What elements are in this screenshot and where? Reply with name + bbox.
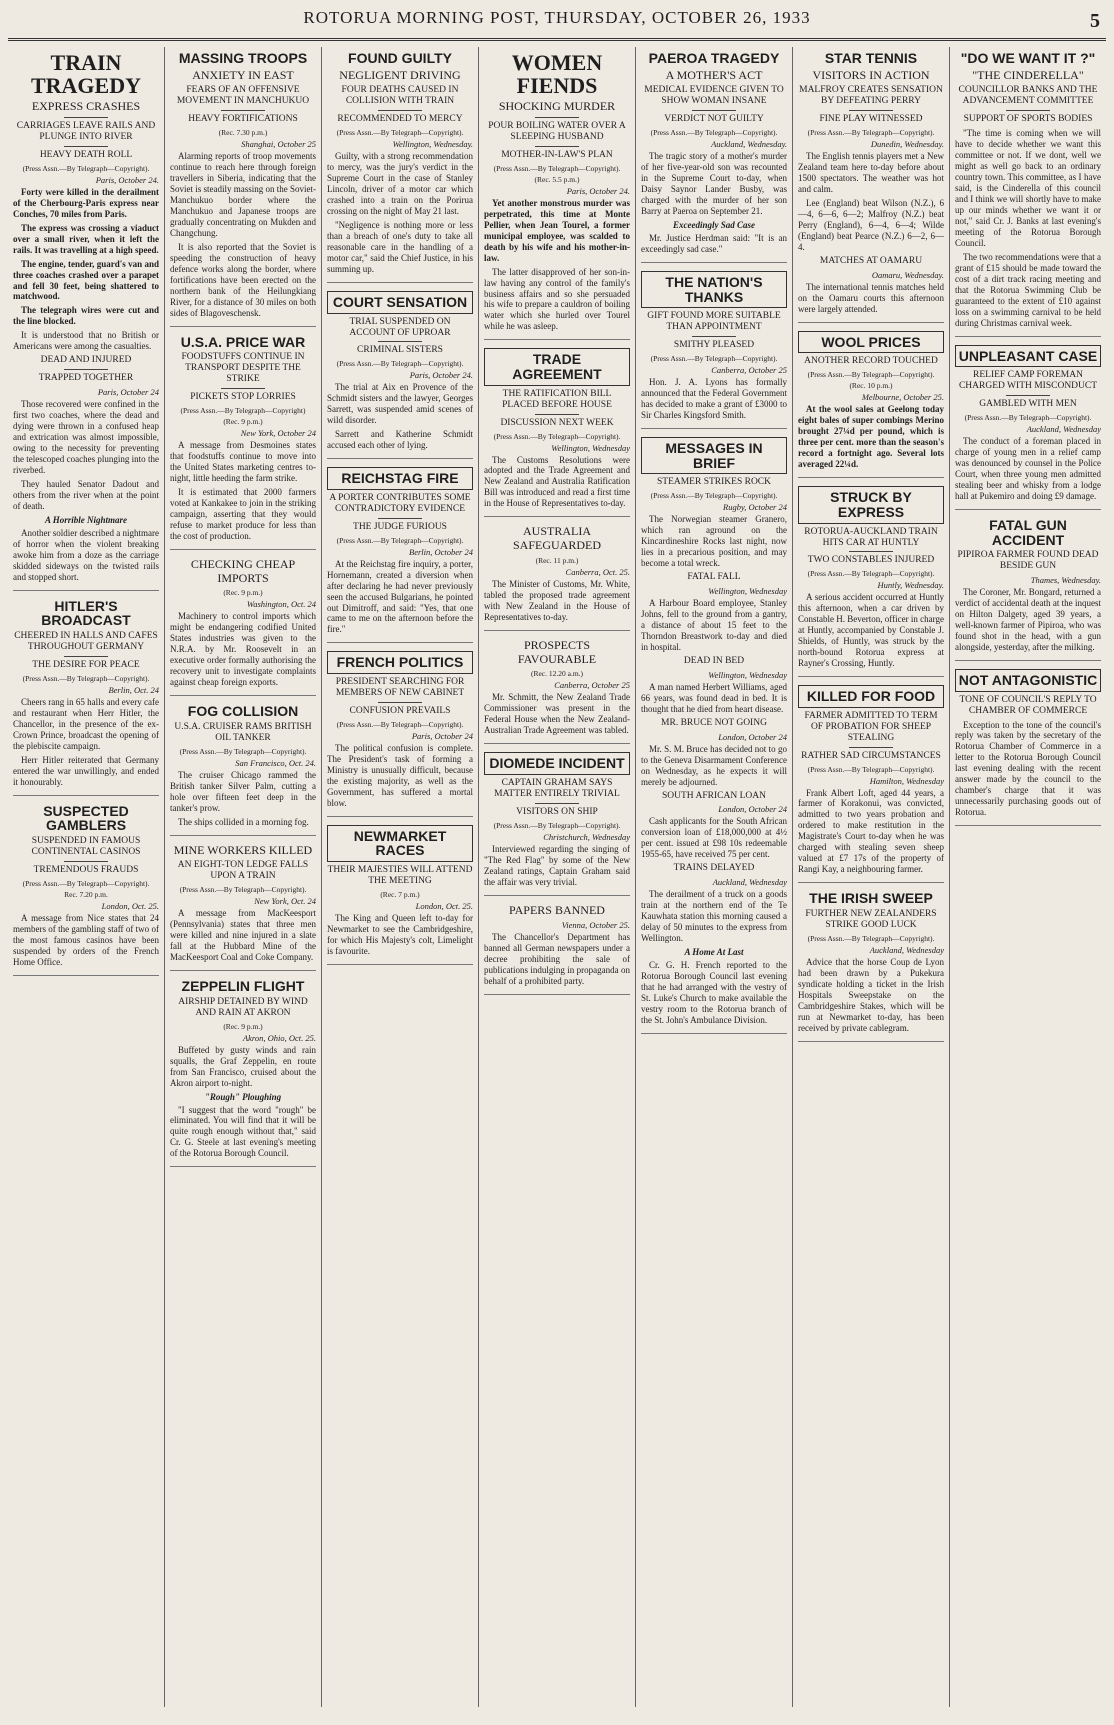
deck: TONE OF COUNCIL'S REPLY TO CHAMBER OF COMMERCE <box>959 694 1097 716</box>
credit: (Press Assn.—By Telegraph—Copyright). <box>807 764 935 774</box>
dateline: Auckland, Wednesday <box>712 877 787 888</box>
received-time: (Rec. 5.5 p.m.) <box>534 174 580 184</box>
credit: (Press Assn.—By Telegraph—Copyright). <box>807 370 935 380</box>
headline: WOMEN FIENDS <box>511 50 603 99</box>
paragraph: The telegraph wires were cut and the line blocked. <box>13 305 159 327</box>
deck: A PORTER CONTRIBUTES SOME CONTRADICTORY EVIDENCE <box>329 492 471 514</box>
paragraph: A Harbour Board employee, Stanley Johns, fell to the ground from a gantry, a distance of about 15 feet to the Thorndon Breastwork to-day and died in hospital. <box>641 598 787 652</box>
deck: SHOCKING MURDER <box>498 99 616 114</box>
paragraph: The Norwegian steamer Granero, which ran aground on the Kincardineshire Rocks last night, now lies in a precarious position, and may become a total wreck. <box>641 514 787 569</box>
deck: PRESIDENT SEARCHING FOR MEMBERS OF NEW CABINET <box>335 677 465 699</box>
paragraph: "I suggest that the word "rough" be eliminated. You will find that it will be quite rough enough without that," said Cr. G. Steele at last evening's meeting of the Rotorua Borough Council. <box>170 1104 316 1159</box>
credit: (Press Assn.—By Telegraph—Copyright). <box>336 535 464 545</box>
paragraph: The Coroner, Mr. Bongard, returned a verdict of accidental death at the inquest on Hilton Dalgety, aged 39 years, a well-known farmer of Pipiroa, who was found shot in the head, with a gun alongside, yesterday, after the milking. <box>955 587 1101 653</box>
paragraph: The international tennis matches held on the Oamaru courts this afternoon were largely attended. <box>798 281 944 314</box>
deck: CRIMINAL SISTERS <box>357 345 443 356</box>
paragraph: The King and Queen left to-day for Newmarket to see the Cambridgeshire, for which His Majesty's colt, Limelight is favourite. <box>327 912 473 956</box>
dateline: Paris, October 24 <box>97 387 159 398</box>
crosshead: A Home At Last <box>684 947 744 958</box>
deck: AIRSHIP DETAINED BY WIND AND RAIN AT AKRON <box>178 996 308 1018</box>
credit: (Press Assn.—By Telegraph—Copyright). <box>650 491 778 501</box>
paragraph: Cheers rang in 65 halls and every cafe and restaurant when Herr Hitler, the Chancellor, in the presence of the ex-Crown Prince, broadcast the opening of the plebiscite campaign. <box>13 696 159 751</box>
article-mine-workers-killed <box>170 844 316 971</box>
dateline: Wellington, Wednesday <box>708 586 787 597</box>
paragraph: The two recommendations were that a grant of £15 should be made toward the cost of a dirt track racing meeting and that the Rotorua Swimming Club be guaranteed to the extent of £10 against loss on a swimming carnival to be held during Christmas carnival week. <box>955 251 1101 328</box>
credit: (Press Assn.—By Telegraph—Copyright). <box>650 128 778 138</box>
paragraph: Herr Hitler reiterated that Germany entered the war unwillingly, and ended it honourably. <box>13 754 159 787</box>
deck: FEARS OF AN OFFENSIVE MOVEMENT IN MANCHUKUO <box>176 85 310 107</box>
received-time: (Rec. 11 p.m.) <box>535 555 579 565</box>
subheading: MATCHES AT OAMARU <box>819 255 923 266</box>
dateline: Paris, October 24. <box>409 370 473 381</box>
paragraph: The latter disapproved of her son-in-law having any control of the family's business affairs and so she persuaded his wife to prepare a cauldron of boiling water which she hurled over Tourel while he was asleep. <box>484 266 630 332</box>
deck: EXPRESS CRASHES <box>31 99 141 114</box>
paragraph: It is also reported that the Soviet is speeding the construction of heavy defence works along the border, where fortifications have been erected on the northern bank of the Heilungkiang River, for a distance of 30 miles on both sides of Blagoveschensk. <box>170 242 316 318</box>
headline: FOUND GUILTY <box>348 50 452 66</box>
dateline: Paris, October 24. <box>566 185 630 196</box>
paragraph: Mr. Justice Herdman said: "It is an exceedingly sad case." <box>641 233 787 255</box>
headline: U.S.A. PRICE WAR <box>180 333 306 350</box>
dateline: Shanghai, October 25 <box>241 139 316 150</box>
deck: NEGLIGENT DRIVING <box>339 67 461 82</box>
article-massing-troops <box>170 51 316 327</box>
headline: PAPERS BANNED <box>509 902 605 917</box>
article-french-politics <box>327 651 473 816</box>
deck: AN EIGHT-TON LEDGE FALLS UPON A TRAIN <box>177 860 309 882</box>
deck: GAMBLED WITH MEN <box>979 399 1077 410</box>
received-time: Rec. 7.20 p.m. <box>64 889 108 899</box>
subheading: DEAD IN BED <box>683 655 745 666</box>
deck: CAPTAIN GRAHAM SAYS MATTER ENTIRELY TRIVIAL <box>494 777 620 799</box>
credit: (Press Assn.—By Telegraph—Copyright). <box>964 413 1092 423</box>
dateline: Auckland, Wednesday <box>1026 424 1101 435</box>
article-diomede-incident <box>484 752 630 895</box>
deck: THE DESIRE FOR PEACE <box>32 659 140 670</box>
paragraph: A message from MacKeesport (Pennsylvania) states that three men were killed and nine injured in a slate fall at the Hubbard Mine of the MacKeesport Coal and Coke Company. <box>170 908 316 963</box>
deck: CARRIAGES LEAVE RAILS AND PLUNGE INTO RIVER <box>16 120 156 142</box>
paragraph: "Negligence is nothing more or less than a breach of one's duty to take all reasonable care in the handling of a motor car," said the Chief Justice, in his summing up. <box>327 220 473 274</box>
paragraph: At the Reichstag fire inquiry, a porter, Hornemann, created a diversion when after declaring he had never previously seen the accused Bulgarians, he pointed out Dimitroff, and said: "Yes, that one came to me on the afternoon before the fire." <box>327 558 473 635</box>
deck: VISITORS IN ACTION <box>812 67 930 82</box>
dateline: Wellington, Wednesday <box>551 442 630 453</box>
deck: COUNCILLOR BANKS AND THE ADVANCEMENT COMMITTEE <box>958 85 1098 107</box>
dateline: Vienna, October 25. <box>561 920 630 931</box>
headline: MESSAGES IN BRIEF <box>641 437 787 474</box>
headline: FOG COLLISION <box>187 703 299 720</box>
paragraph: The tragic story of a mother's murder of her five-year-old son was recounted in the Supreme Court to-day, when Daisy Saynor Lander Busby, was charged with the murder of her son Barry at Paeroa on September 21. <box>641 151 787 217</box>
paragraph: Those recovered were confined in the first two coaches, where the dead and dying were thrown in a confused heap and extrication was almost impossible, owing to the necessity for preventing the telescoped coaches plunging into the riverbed. <box>13 399 159 475</box>
credit: (Press Assn.—By Telegraph—Copyright). <box>807 128 935 138</box>
credit: (Press Assn.—By Telegraph—Copyright). <box>22 673 150 683</box>
headline: REICHSTAG FIRE <box>327 467 473 490</box>
paragraph: A man named Herbert Williams, aged 66 years, was found dead in bed. It is thought that he died from heart disease. <box>641 681 787 714</box>
paragraph: Advice that the horse Coup de Lyon had been drawn by a Pukekura syndicate holding a ticket in the Irish Hospitals Sweepstake on the Cambridgeshire Stakes, which will be run at Newmarket to-day, has been received by private cablegram. <box>798 956 944 1033</box>
dateline: Berlin, Oct. 24 <box>108 684 159 695</box>
subheading: MR. BRUCE NOT GOING <box>661 717 767 728</box>
paragraph: Forty were killed in the derailment of the Cherbourg-Paris express near Conches, 70 miles from Paris. <box>13 186 159 219</box>
deck: HEAVY FORTIFICATIONS <box>188 114 298 125</box>
paragraph: The derailment of a truck on a goods train at the northern end of the Te Kauwhata station this morning caused a delay of 50 minutes to the express from Wellington. <box>641 889 787 944</box>
page-number: 5 <box>1090 10 1100 32</box>
deck: RECOMMENDED TO MERCY <box>337 114 463 125</box>
article-train-tragedy <box>13 51 159 591</box>
deck: HEAVY DEATH ROLL <box>39 149 133 160</box>
deck: SUPPORT OF SPORTS BODIES <box>963 114 1093 125</box>
article-found-guilty <box>327 51 473 283</box>
deck: MEDICAL EVIDENCE GIVEN TO SHOW WOMAN INSANE <box>644 85 784 107</box>
headline: STRUCK BY EXPRESS <box>798 486 944 523</box>
dateline: London, October 24 <box>718 804 787 815</box>
credit: (Press Assn.—By Telegraph—Copyright). <box>807 933 935 943</box>
credit: (Press Assn.—By Telegraph—Copyright). <box>650 354 778 364</box>
headline: TRAIN TRAGEDY <box>30 50 141 99</box>
dateline: Wellington, Wednesday <box>708 669 787 680</box>
article-paeroa-tragedy <box>641 51 787 263</box>
paragraph: "The time is coming when we will have to decide whether we want this committee or not. If we dont, well we might as well go back to an ordinary country town. This committee, as I have said, is the Cinderella of this council and I think we will shortly have to make up our minds whether we want it or not," said Cr. J. Banks at last evening's meeting of the Rotorua Borough Council. <box>955 128 1101 248</box>
column-1 <box>8 47 165 1707</box>
headline: MASSING TROOPS <box>178 50 308 66</box>
received-time: (Rec. 9 p.m.) <box>223 1021 263 1031</box>
credit: (Press Assn.—By Telegraph—Copyright). <box>807 569 935 579</box>
paragraph: The Customs Resolutions were adopted and the Trade Agreement and New Zealand and Australia Ratification Bill was introduced and read a first time in the House of Representatives to-day. <box>484 454 630 509</box>
deck: MALFROY CREATES SENSATION BY DEFEATING PERRY <box>799 85 943 107</box>
deck: GIFT FOUND MORE SUITABLE THAN APPOINTMENT <box>647 311 781 333</box>
paragraph: Sarrett and Katherine Schmidt accused each other of lying. <box>327 429 473 451</box>
deck: RELIEF CAMP FOREMAN CHARGED WITH MISCONDUCT <box>958 370 1098 392</box>
deck: U.S.A. CRUISER RAMS BRITISH OIL TANKER <box>174 721 312 743</box>
dateline: Dunedin, Wednesday. <box>870 139 944 150</box>
article-wool-prices <box>798 331 944 478</box>
subheading: FATAL FALL <box>687 572 741 583</box>
deck: "THE CINDERELLA" <box>972 67 1084 82</box>
headline: HITLER'S BROADCAST <box>41 597 131 629</box>
deck: FINE PLAY WITNESSED <box>819 114 923 125</box>
article-messages-in-brief <box>641 437 787 1034</box>
deck: CHEERED IN HALLS AND CAFES THROUGHOUT GERMANY <box>14 631 158 652</box>
newspaper-page <box>8 8 1106 1708</box>
paragraph: The political confusion is complete. The President's task of forming a Ministry is unusually difficult, because the existing majority, as well as the Government, has suffered a mortal blow. <box>327 742 473 808</box>
article-fog-collision <box>170 704 316 835</box>
article-struck-by-express <box>798 486 944 677</box>
article-trade-agreement <box>484 348 630 517</box>
received-time: (Rec. 7.30 p.m.) <box>218 128 268 138</box>
article-papers-banned <box>484 904 630 996</box>
credit: (Press Assn.—By Telegraph—Copyright). <box>336 359 464 369</box>
dateline: Rugby, October 24 <box>723 502 787 513</box>
dateline: London, October 24 <box>718 731 787 742</box>
paragraph: They hauled Senator Dadout and others from the river when at the point of death. <box>13 478 159 511</box>
deck: SMITHY PLEASED <box>673 340 755 351</box>
article-court-sensation <box>327 291 473 459</box>
column-6 <box>793 47 950 1707</box>
headline: FRENCH POLITICS <box>327 651 473 674</box>
dateline: Canberra, October 25 <box>711 365 787 376</box>
article-women-fiends <box>484 51 630 340</box>
headline: AUSTRALIA SAFEGUARDED <box>512 524 601 553</box>
paragraph: Hon. J. A. Lyons has formally announced that the Federal Government has decided to make a grant of £3000 to Sir Charles Kingsford Smith. <box>641 377 787 421</box>
headline: TRADE AGREEMENT <box>484 348 630 385</box>
paragraph: Buffeted by gusty winds and rain squalls, the Graf Zeppelin, en route from San Francisco, cruised about the Akron airport to-night. <box>170 1044 316 1088</box>
deck: TREMENDOUS FRAUDS <box>33 864 139 875</box>
subheading: DEAD AND INJURED <box>40 355 132 366</box>
article-prospects-favourable <box>484 639 630 744</box>
deck: POUR BOILING WATER OVER A SLEEPING HUSBAND <box>488 120 626 142</box>
deck: FOODSTUFFS CONTINUE IN TRANSPORT DESPITE THE STRIKE <box>181 352 305 385</box>
received-time: (Rec. 9 p.m.) <box>223 588 263 598</box>
deck: STEAMER STRIKES ROCK <box>656 477 771 488</box>
headline: KILLED FOR FOOD <box>798 685 944 708</box>
dateline: Christchurch, Wednesday <box>543 831 630 842</box>
paragraph: Cash applicants for the South African conversion loan of £18,000,000 at 4½ per cent. issued at £98 10s redeemable 1955-65, have received 75 per cent. <box>641 816 787 860</box>
paragraph: Mr. S. M. Bruce has decided not to go to the Geneva Disarmament Conference on Wednesday, as he expects it will merely be adjourned. <box>641 743 787 787</box>
paragraph: The Minister of Customs, Mr. White, tabled the proposed trade agreement with New Zealand in the House of Representatives to-day. <box>484 578 630 622</box>
headline: "DO WE WANT IT ?" <box>960 50 1096 66</box>
deck: THEIR MAJESTIES WILL ATTEND THE MEETING <box>327 865 473 886</box>
received-time: (Rec. 9 p.m.) <box>223 417 263 427</box>
crosshead: "Rough" Ploughing <box>204 1091 282 1102</box>
received-time: (Rec. 12.20 a.m.) <box>530 669 584 679</box>
dateline: Thames, Wednesday. <box>1030 575 1101 586</box>
dateline: Washington, Oct. 24 <box>246 599 316 610</box>
headline: THE IRISH SWEEP <box>809 890 933 907</box>
paragraph: The cruiser Chicago rammed the British tanker Silver Palm, cutting a hole over fifteen feet deep in the tanker's prow. <box>170 769 316 813</box>
credit: (Press Assn.—By Telegraph—Copyright). <box>22 878 150 888</box>
dateline: Oamaru, Wednesday. <box>871 269 944 280</box>
credit: (Press Assn.—By Telegraph—Copyright). <box>493 820 621 830</box>
deck: ANXIETY IN EAST <box>192 67 294 82</box>
headline: CHECKING CHEAP IMPORTS <box>190 556 296 585</box>
article-hitlers-broadcast <box>13 599 159 796</box>
article-newmarket-races <box>327 825 473 965</box>
article-unpleasant-case <box>955 345 1101 510</box>
paragraph: A serious accident occurred at Huntly this afternoon, when a car driven by Constable H. Beverton, officer in charge at Huntly, accompanied by Constable J. Shields, of Huntly, was struck by the north-bound Rotorua express at Rayner's Crossing, Huntly. <box>798 592 944 669</box>
paragraph: Lee (England) beat Wilson (N.Z.), 6—4, 6—6, 6—2; Malfroy (N.Z.) beat Perry (England), 6—4, 6—4; Wilde (England) beat Pearce (N.Z.) 6—2, 6—4. <box>798 198 944 252</box>
deck: THE JUDGE FURIOUS <box>353 521 447 532</box>
paragraph: Another soldier described a nightmare of horror when the violent breaking awoke him from a doze as the carriage skidded sideways on the twisted rails and stopped short. <box>13 527 159 582</box>
article-not-antagonistic <box>955 669 1101 826</box>
article-zeppelin-flight <box>170 979 316 1167</box>
deck: FURTHER NEW ZEALANDERS STRIKE GOOD LUCK <box>805 908 937 930</box>
headline: PAEROA TRAGEDY <box>648 50 780 66</box>
dateline: Melbourne, October 25. <box>861 392 944 403</box>
headline: SUSPECTED GAMBLERS <box>43 802 129 834</box>
column-3 <box>322 47 479 1707</box>
article-do-we-want-it <box>955 51 1101 337</box>
deck: A MOTHER'S ACT <box>665 67 763 82</box>
article-checking-cheap-imports <box>170 558 316 696</box>
article-killed-for-food <box>798 685 944 883</box>
paragraph: Frank Albert Loft, aged 44 years, a farmer of Korakonui, was convicted, admitted to two years probation and ordered to make restitution in the Magistrate's Court to-day when he was charged with stealing seven sheep valued at £7 17s of the property of Rangi Kay, a neighbouring farmer. <box>798 787 944 875</box>
credit: (Press Assn.—By Telegraph—Copyright). <box>179 885 307 895</box>
deck: PIPIROA FARMER FOUND DEAD BESIDE GUN <box>957 550 1099 572</box>
deck: ANOTHER RECORD TOUCHED <box>804 356 938 367</box>
paragraph: The engine, tender, guard's van and three coaches crashed over a parapet and fell 30 feet, being shattered to matchwood. <box>13 258 159 302</box>
dateline: New York, Oct. 24 <box>254 896 316 907</box>
subheading: SOUTH AFRICAN LOAN <box>662 790 766 801</box>
paragraph: Machinery to control imports which might be endangering codified United States industries was given to the N.R.A. by Mr. Roosevelt in an executive order formally authorising the recovery unit to investigate complaints against cheap foreign exports. <box>170 611 316 688</box>
headline: THE NATION'S THANKS <box>641 271 787 308</box>
credit: (Press Assn.—By Telegraph—Copyright). <box>336 719 464 729</box>
masthead-title: ROTORUA MORNING POST, THURSDAY, OCTOBER 26, 1933 <box>303 8 811 27</box>
headline: FATAL GUN ACCIDENT <box>989 516 1067 548</box>
paragraph: It is understood that no British or Americans were among the casualties. <box>13 330 159 352</box>
deck: TWO CONSTABLES INJURED <box>807 555 935 566</box>
subheading: TRAINS DELAYED <box>673 863 755 874</box>
dateline: San Francisco, Oct. 24. <box>235 757 316 768</box>
paragraph: The ships collided in a morning fog. <box>178 816 309 827</box>
paragraph: Mr. Schmitt, the New Zealand Trade Commissioner was present in the Federal House when the New Zealand-Australian Trade Agreement was tabled. <box>484 692 630 736</box>
masthead <box>8 8 1106 41</box>
column-5 <box>636 47 793 1707</box>
credit: (Press Assn.—By Telegraph—Copyright). <box>493 163 621 173</box>
credit: (Press Assn.—By Telegraph—Copyright). <box>493 431 621 441</box>
dateline: Canberra, Oct. 25. <box>565 566 630 577</box>
headline: COURT SENSATION <box>327 291 473 314</box>
dateline: Hamilton, Wednesday <box>869 775 944 786</box>
crosshead: Exceedingly Sad Case <box>673 220 755 231</box>
headline: PROSPECTS FAVOURABLE <box>517 637 597 666</box>
deck: TRIAL SUSPENDED ON ACCOUNT OF UPROAR <box>349 316 451 338</box>
paragraph: Alarming reports of troop movements continue to reach here through foreign travellers in Siberia, indicating that the Soviet is steadily massing on the Soviet-Manchukuo border where the Manchukuo and Japanese troops are gradually concentrating on Mukden and Changchung. <box>170 151 316 239</box>
deck: MOTHER-IN-LAW'S PLAN <box>501 149 613 160</box>
article-fatal-gun-accident <box>955 518 1101 661</box>
headline: ZEPPELIN FLIGHT <box>181 978 305 995</box>
article-irish-sweep <box>798 891 944 1041</box>
paragraph: The express was crossing a viaduct over a small river, when it left the rails. It was travelling at a high speed. <box>13 222 159 255</box>
credit: (Press Assn.—By Telegraph—Copyright). <box>336 128 464 138</box>
headline: WOOL PRICES <box>798 331 944 354</box>
dateline: Wellington, Wednesday. <box>392 139 473 150</box>
subheading: TRAPPED TOGETHER <box>38 373 134 384</box>
headline: STAR TENNIS <box>824 50 918 66</box>
received-time: (Rec. 10 p.m.) <box>849 381 893 391</box>
article-reichstag-fire <box>327 467 473 643</box>
received-time: (Rec. 7 p.m.) <box>380 889 420 899</box>
paragraph: It is estimated that 2000 farmers voted at Kankakee to join in the striking campaign, asserting that they would refuse to market produce for less than the cost of production. <box>170 487 316 541</box>
article-suspected-gamblers <box>13 804 159 976</box>
deck: FARMER ADMITTED TO TERM OF PROBATION FOR SHEEP STEALING <box>804 710 938 743</box>
article-australia-safeguarded <box>484 525 630 630</box>
headline: MINE WORKERS KILLED <box>173 842 313 857</box>
dateline: Huntly, Wednesday. <box>877 580 944 591</box>
deck: VERDICT NOT GUILTY <box>664 114 764 125</box>
columns <box>8 47 1106 1707</box>
article-nations-thanks <box>641 271 787 429</box>
dateline: Berlin, October 24 <box>409 546 473 557</box>
paragraph: Yet another monstrous murder was perpetrated, this time at Monte Pellier, when Jean Tourel, a former municipal employee, was scalded to death by his wife and his mother-in-law. <box>484 197 630 263</box>
dateline: Paris, October 24. <box>95 174 159 185</box>
dateline: New York, October 24 <box>240 428 316 439</box>
paragraph: The English tennis players met a New Zealand team here to-day before about 1500 spectators. The weather was hot and calm. <box>798 151 944 195</box>
deck: RATHER SAD CIRCUMSTANCES <box>801 750 941 761</box>
dateline: Akron, Ohio, Oct. 25. <box>242 1032 316 1043</box>
paragraph: At the wool sales at Geelong today eight bales of super combings Merino brought 27¼d per pound, which is three per cent. more than the season's record a fortnight ago. Several lots averaged 22¼d. <box>798 404 944 470</box>
paragraph: A message from Desmoines states that foodstuffs continue to move into the United States marketing centres to-night, little heeding the farm strike. <box>170 440 316 484</box>
headline: NOT ANTAGONISTIC <box>955 669 1101 692</box>
headline: UNPLEASANT CASE <box>955 345 1101 368</box>
paragraph: Interviewed regarding the singing of "The Red Flag" by some of the New Zealand ratings, Captain Graham said the affair was very trivial. <box>484 843 630 887</box>
deck: CONFUSION PREVAILS <box>349 705 451 716</box>
paragraph: Guilty, with a strong recommendation to mercy, was the jury's verdict in the Supreme Court in the case of Stanley Lincoln, driver of a motor car which crashed into a train on the Porirua crossing on the night of May 21 last. <box>327 151 473 217</box>
column-7 <box>950 47 1106 1707</box>
article-star-tennis <box>798 51 944 323</box>
deck: DISCUSSION NEXT WEEK <box>500 417 614 428</box>
deck: VISITORS ON SHIP <box>516 806 598 817</box>
paragraph: The Chancellor's Department has banned all German newspapers under a decree prohibiting the sale of publications indulging in propaganda on behalf of a prohibited party. <box>484 932 630 987</box>
headline: NEWMARKET RACES <box>327 825 473 862</box>
headline: DIOMEDE INCIDENT <box>484 752 630 775</box>
paragraph: Exception to the tone of the council's reply was taken by the secretary of the Rotorua Chamber of Commerce in a letter to the Rotorua Borough Council last evening dealing with the recent answer made by the council to the chamber's charge that it was unnecessarily purchasing goods out of Rotorua. <box>955 719 1101 818</box>
column-2 <box>165 47 322 1707</box>
dateline: Auckland, Wednesday. <box>711 139 787 150</box>
column-4 <box>479 47 636 1707</box>
paragraph: The conduct of a foreman placed in charge of young men in a relief camp was denounced by counsel in the Police Court, when three young men admitted stealing beer and whisky from a lodge hall at Pukemiro and doing £9 damage. <box>955 436 1101 501</box>
deck: ROTORUA-AUCKLAND TRAIN HITS CAR AT HUNTLY <box>804 526 938 548</box>
deck: FOUR DEATHS CAUSED IN COLLISION WITH TRAIN <box>341 85 459 107</box>
dateline: Canberra, October 25 <box>554 680 630 691</box>
paragraph: A message from Nice states that 24 members of the gambling staff of two of the most famous casinos have been suspended by orders of the French Home Office. <box>13 912 159 967</box>
paragraph: The trial at Aix en Provence of the Schmidt sisters and the lawyer, Georges Sarrett, was suspended amid scenes of wild disorder. <box>327 382 473 426</box>
deck: THE RATIFICATION BILL PLACED BEFORE HOUSE <box>502 388 612 410</box>
dateline: London, Oct. 25. <box>415 900 473 911</box>
article-usa-price-war <box>170 335 316 550</box>
deck: SUSPENDED IN FAMOUS CONTINENTAL CASINOS <box>31 835 141 857</box>
dateline: Auckland, Wednesday <box>869 944 944 955</box>
crosshead: A Horrible Nightmare <box>44 514 127 525</box>
credit: (Press Assn.—By Telegraph—Copyright). <box>22 163 150 173</box>
credit: (Press Assn.—By Telegraph—Copyright) <box>180 406 306 416</box>
dateline: Paris, October 24 <box>411 730 473 741</box>
paragraph: Cr. G. H. French reported to the Rotorua Borough Council last evening that he had arranged with the vestry of St. Luke's Church to make available the vestry room to the Rotorua branch of the St. John's Ambulance Division. <box>641 960 787 1025</box>
dateline: London, Oct. 25. <box>101 900 159 911</box>
deck: PICKETS STOP LORRIES <box>190 392 296 403</box>
credit: (Press Assn.—By Telegraph—Copyright). <box>179 746 307 756</box>
